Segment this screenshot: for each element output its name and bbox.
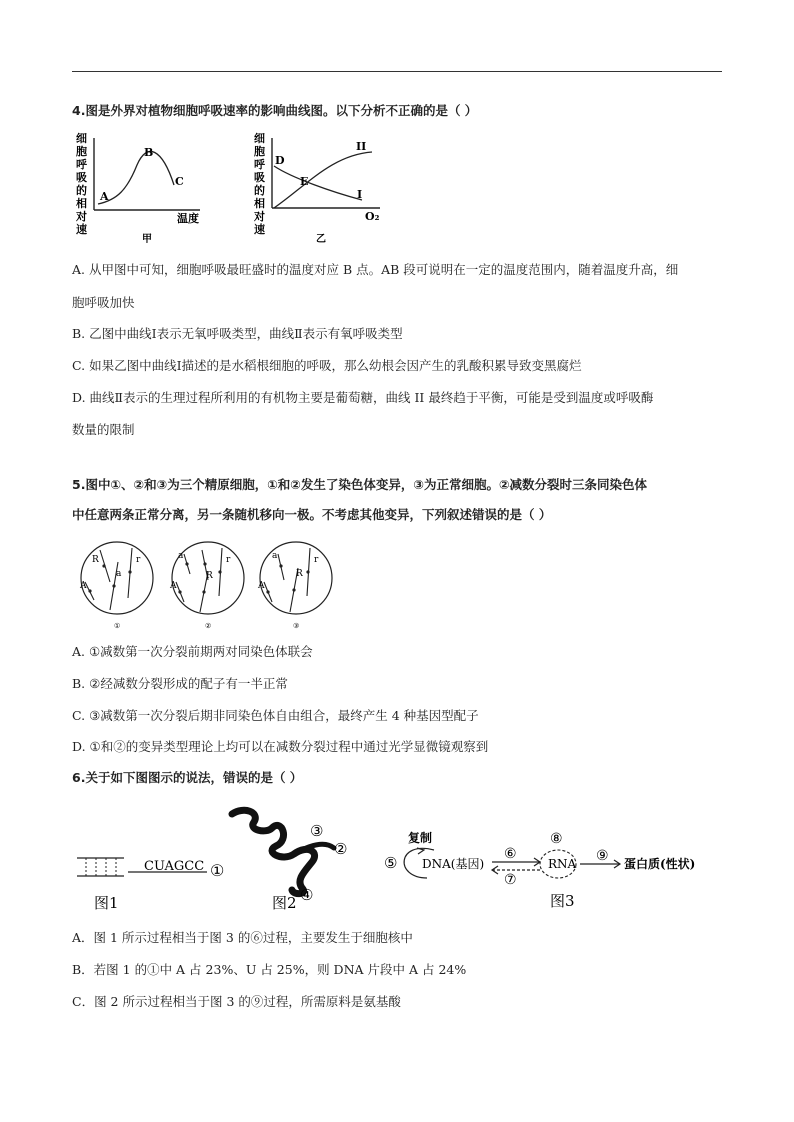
yi-ylabel-7: 对 <box>254 210 265 223</box>
cell-1 <box>79 542 153 630</box>
jia-ylabel-3: 呼 <box>76 158 87 171</box>
fig3-protein-label: 蛋白质(性状) <box>624 857 696 871</box>
cell-2-caption: ② <box>205 622 212 630</box>
jia-xlabel: 温度 <box>177 212 199 225</box>
cell-3 <box>257 542 332 630</box>
cell-1-label-a-upper: A <box>80 581 87 591</box>
yi-caption: 乙 <box>316 234 326 245</box>
q6-option-c: C．图 2 所示过程相当于图 3 的⑨过程，所需原料是氨基酸 <box>72 994 401 1009</box>
cell-2-label-r: r <box>226 555 231 565</box>
q4-stem: 4.图是外界对植物细胞呼吸速率的影响曲线图。以下分析不正确的是（ ） <box>72 103 478 118</box>
jia-point-c: C <box>175 175 184 188</box>
cell-2-label-a: a <box>178 551 184 561</box>
jia-curve <box>98 151 174 204</box>
cell-1-label-r-lower: r <box>136 555 141 565</box>
q4-option-c: C. 如果乙图中曲线Ⅰ描述的是水稻根细胞的呼吸，那么幼根会因产生的乳酸积累导致变黑腐烂 <box>72 358 582 373</box>
cell-3-label-r-upper: R <box>296 569 303 579</box>
fig3-dna-label: DNA(基因) <box>422 857 485 871</box>
jia-caption: 甲 <box>142 234 152 245</box>
fig3-marker-7: ⑦ <box>504 872 517 888</box>
yi-ylabel-2: 胞 <box>254 145 265 158</box>
header-rule <box>72 71 722 72</box>
jia-ylabel-4: 吸 <box>76 171 87 184</box>
fig2-caption: 图2 <box>272 894 297 912</box>
q6-option-a: A．图 1 所示过程相当于图 3 的⑥过程，主要发生于细胞核中 <box>72 930 413 945</box>
fig1-sequence: CUAGCC <box>144 859 205 874</box>
fig3-marker-6: ⑥ <box>504 846 517 862</box>
fig1-marker: ① <box>210 861 225 880</box>
fig3-central-dogma <box>384 830 695 910</box>
fig3-replication-label: 复制 <box>408 831 433 845</box>
jia-ylabel-8: 速 <box>76 223 87 236</box>
yi-curve-i <box>274 166 362 200</box>
q6-option-b: B．若图 1 的①中 A 占 23%、U 占 25%，则 DNA 片段中 A 占 24% <box>72 962 467 977</box>
fig2-marker-3: ③ <box>310 822 324 840</box>
cell-1-label-r-upper: R <box>92 555 99 565</box>
jia-ylabel-1: 细 <box>76 132 87 145</box>
yi-point-e: E <box>300 175 309 188</box>
cell-3-label-a: a <box>272 551 278 561</box>
yi-ylabel-1: 细 <box>254 132 265 145</box>
q5-option-b: B. ②经减数分裂形成的配子有一半正常 <box>72 676 288 691</box>
cell-2 <box>169 542 244 630</box>
yi-ylabel-8: 速 <box>254 223 265 236</box>
q4-option-a-line2: 胞呼吸加快 <box>72 295 135 310</box>
cell-3-label-r: r <box>314 555 319 565</box>
q6-figure <box>72 800 722 915</box>
cell-1-label-a: a <box>116 569 122 579</box>
jia-ylabel-6: 相 <box>76 197 87 210</box>
fig3-marker-5: ⑤ <box>384 854 398 872</box>
q5-stem-line2: 中任意两条正常分离，另一条随机移向一极。不考虑其他变异，下列叙述错误的是（ ） <box>72 507 552 522</box>
jia-point-b: B <box>144 146 154 159</box>
q5-cells-figure <box>72 540 344 630</box>
fig1-caption: 图1 <box>94 894 119 912</box>
q4-option-d-line2: 数量的限制 <box>72 422 135 437</box>
q4-figure-jia <box>72 130 222 248</box>
fig3-marker-8: ⑧ <box>550 831 563 847</box>
fig3-marker-9: ⑨ <box>596 848 609 864</box>
q5-option-d: D. ①和②的变异类型理论上均可以在减数分裂过程中通过光学显微镜观察到 <box>72 739 489 754</box>
jia-ylabel-5: 的 <box>76 184 87 197</box>
yi-ylabel-6: 相 <box>254 197 265 210</box>
cell-1-caption: ① <box>114 622 121 630</box>
fig2-marker-4: ④ <box>300 886 314 904</box>
cell-2-label-r-upper: R <box>206 571 213 581</box>
yi-curve-i-label: I <box>357 188 363 201</box>
yi-ylabel-3: 呼 <box>254 158 265 171</box>
q5-option-a: A. ①减数第一次分裂前期两对同染色体联会 <box>72 644 313 659</box>
q5-option-c: C. ③减数第一次分裂后期非同染色体自由组合，最终产生 4 种基因型配子 <box>72 708 479 723</box>
q5-stem-line1: 5.图中①、②和③为三个精原细胞，①和②发生了染色体变异，③为正常细胞。②减数分裂时三条同染色体 <box>72 477 648 492</box>
jia-ylabel-7: 对 <box>76 210 87 223</box>
yi-xlabel: O₂ <box>365 210 380 223</box>
q6-stem: 6.关于如下图图示的说法，错误的是（ ） <box>72 770 303 785</box>
yi-point-d: D <box>275 154 285 167</box>
q4-figure-yi <box>252 130 402 248</box>
cell-3-label-a-upper: A <box>258 581 265 591</box>
q4-option-b: B. 乙图中曲线Ⅰ表示无氧呼吸类型，曲线Ⅱ表示有氧呼吸类型 <box>72 326 403 341</box>
jia-ylabel-2: 胞 <box>76 145 87 158</box>
fig2-polypeptide <box>232 810 347 912</box>
cell-2-label-a-upper: A <box>170 581 177 591</box>
yi-ylabel-4: 吸 <box>254 171 265 184</box>
yi-curve-ii-label: II <box>356 140 367 153</box>
q4-option-d-line1: D. 曲线Ⅱ表示的生理过程所利用的有机物主要是葡萄糖，曲线 II 最终趋于平衡，可能是受到温度或呼吸酶 <box>72 390 654 405</box>
yi-ylabel-5: 的 <box>254 184 265 197</box>
fig3-caption: 图3 <box>550 892 575 910</box>
q4-option-a-line1: A. 从甲图中可知，细胞呼吸最旺盛时的温度对应 B 点。AB 段可说明在一定的温度范围内，随着温度升高，细 <box>72 262 679 277</box>
fig2-marker-2: ② <box>334 840 348 858</box>
cell-3-caption: ③ <box>293 622 300 630</box>
fig1-transcription <box>77 858 224 912</box>
jia-point-a: A <box>100 190 109 203</box>
fig3-rna-label: RNA <box>548 857 577 871</box>
